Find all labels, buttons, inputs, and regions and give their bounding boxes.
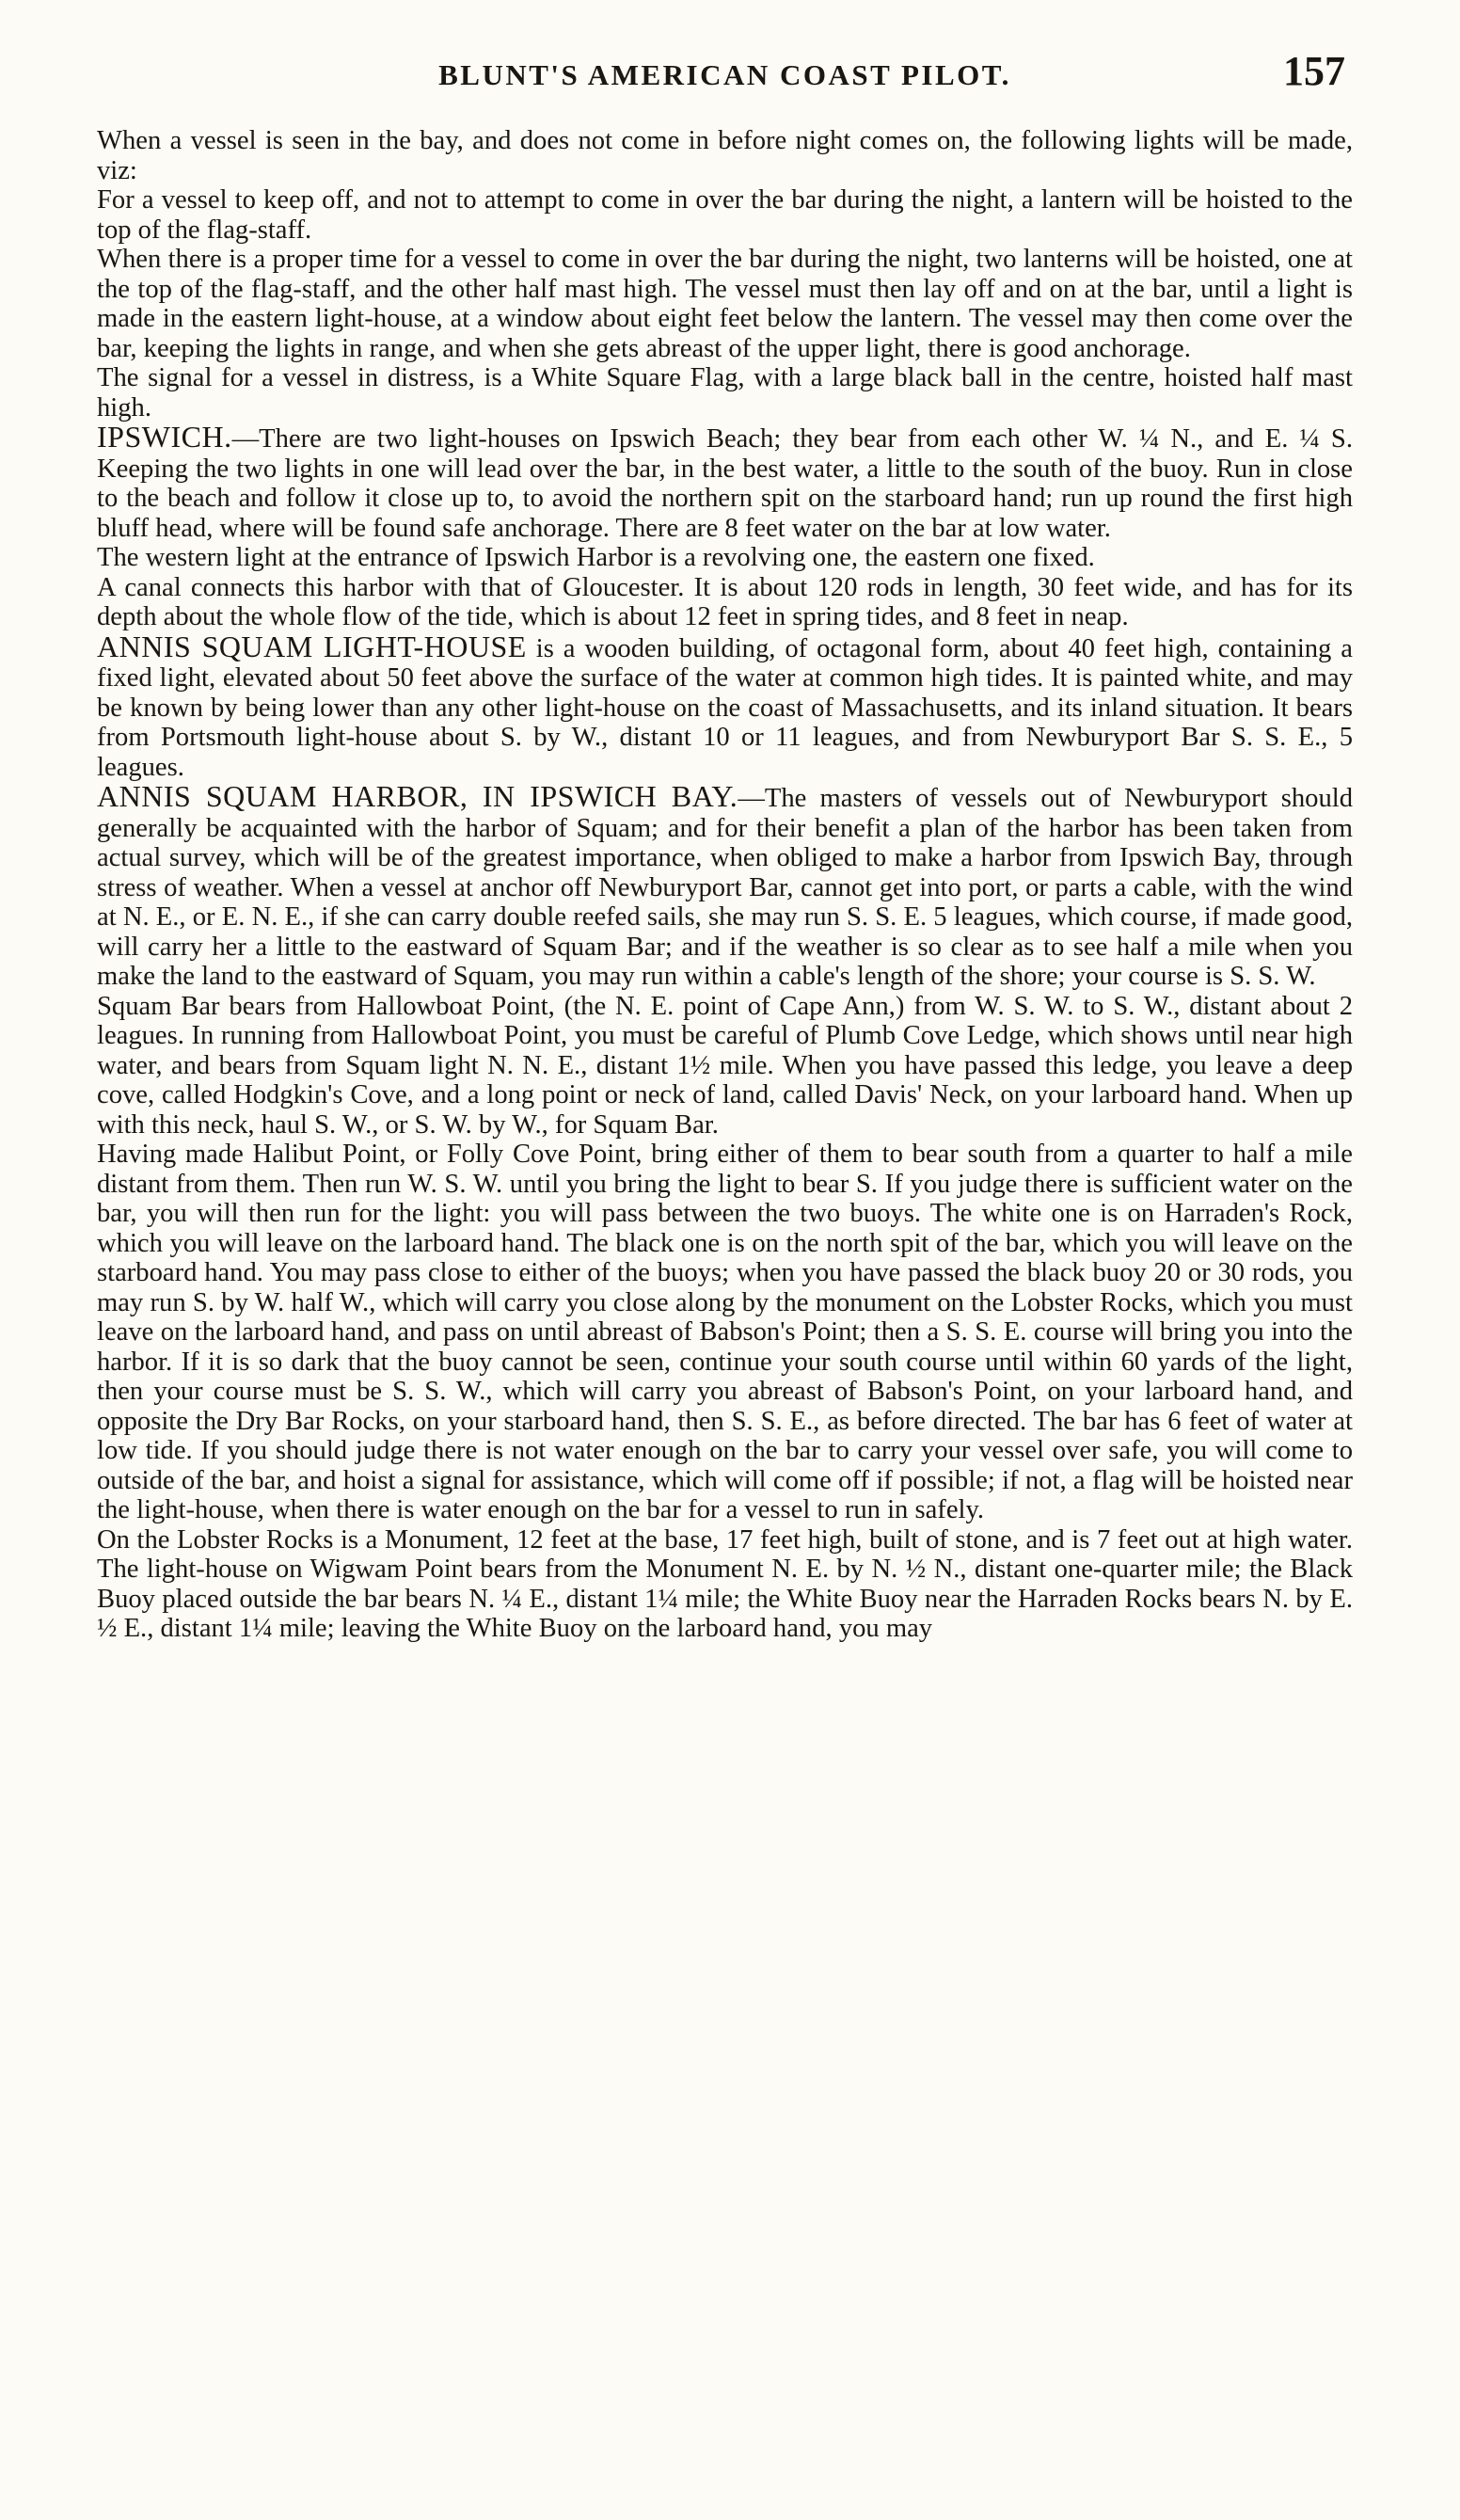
page-number: 157 — [1283, 48, 1345, 94]
paragraph — [97, 629, 1353, 783]
paragraph-text: is a wooden building, of octagonal form, about 40 feet high, containing a fixed light, elevated about 50 feet above the surface of the water at common high tides. It is painted white, and may be known by being lower than any other light-house on the coast of Massachusetts, and its inland situation. It bears from Portsmouth light-house about S. by W., distant 10 or 11 leagues, and from Newburyport Bar S. S. E., 5 leagues. — [97, 633, 1353, 782]
paragraph-text: —The masters of vessels out of Newburyport should generally be acquainted with the harbor of Squam; and for their benefit a plan of the harbor has been taken from actual survey, which will be of the greatest importance, when obliged to make a harbor from Ipswich Bay, through stress of weather. When a vessel at anchor off Newburyport Bar, cannot get into port, or parts a cable, with the wind at N. E., or E. N. E., if she can carry double reefed sails, she may run S. S. E. 5 leagues, which course, if made good, will carry her a little to the eastward of Squam Bar; and if the weather is so clear as to see half a mile when you make the land to the eastward of Squam, you may run within a cable's length of the shore; your course is S. S. W. — [97, 784, 1354, 991]
section-heading-annis-squam-light-house: ANNIS SQUAM LIGHT-HOUSE — [97, 629, 527, 663]
paragraph — [97, 245, 1353, 363]
paragraph — [97, 779, 1354, 992]
paragraph — [97, 420, 1353, 543]
paragraph-text: The signal for a vessel in distress, is a White Square Flag, with a large black ball in the centre, hoisted half mast high. — [97, 363, 1353, 423]
paragraph-text: When a vessel is seen in the bay, and does not come in before night comes on, the following lights will be made, viz: — [97, 126, 1353, 185]
paragraph — [97, 1525, 1353, 1644]
paragraph-text: For a vessel to keep off, and not to attempt to come in over the bar during the night, a lantern will be hoisted to the top of the flag-staff. — [97, 185, 1353, 245]
paragraph — [97, 573, 1353, 632]
section-heading-ipswich: IPSWICH. — [97, 420, 232, 454]
page — [97, 47, 1353, 1644]
running-head — [97, 47, 1353, 107]
paragraph-text: —There are two light-houses on Ipswich Beach; they bear from each other W. ¼ N., and E. ¼ S. Keeping the two lights in one will lead over the bar, in the best water, a little to the south of the buoy. Run in close to the beach and follow it close up to, to avoid the northern spit on the starboard hand; run up round the first high bluff head, where will be found safe anchorage. There are 8 feet water on the bar at low water. — [97, 424, 1353, 543]
paragraph-text: Squam Bar bears from Hallowboat Point, (the N. E. point of Cape Ann,) from W. S. W. to S. W., distant about 2 leagues. In running from Hallowboat Point, you must be careful of Plumb Cove Ledge, which shows until near high water, and bears from Squam light N. N. E., distant 1½ mile. When you have passed this ledge, you leave a deep cove, called Hodgkin's Cove, and a long point or neck of land, called Davis' Neck, on your larboard hand. When up with this neck, haul S. W., or S. W. by W., for Squam Bar. — [97, 991, 1353, 1140]
paragraph-text: The western light at the entrance of Ipswich Harbor is a revolving one, the eastern one fixed. — [97, 543, 1095, 572]
body-text — [97, 126, 1353, 1644]
paragraph — [97, 185, 1353, 245]
paragraph-text: On the Lobster Rocks is a Monument, 12 feet at the base, 17 feet high, built of stone, and is 7 feet out at high water. The light-house on Wigwam Point bears from the Monument N. E. by N. ½ N., distant one-quarter mile; the Black Buoy placed outside the bar bears N. ¼ E., distant 1¼ mile; the White Buoy near the Harraden Rocks bears N. by E. ½ E., distant 1¼ mile; leaving the White Buoy on the larboard hand, you may — [97, 1524, 1353, 1643]
paragraph — [97, 543, 1353, 573]
running-title: BLUNT'S AMERICAN COAST PILOT. — [438, 58, 1011, 91]
paragraph — [97, 1140, 1353, 1525]
paragraph — [97, 126, 1353, 185]
section-heading-annis-squam-harbor: ANNIS SQUAM HARBOR, IN IPSWICH BAY. — [97, 779, 738, 813]
paragraph-text: Having made Halibut Point, or Folly Cove Point, bring either of them to bear south from a quarter to half a mile distant from them. Then run W. S. W. until you bring the light to bear S. If you judge there is sufficient water on the bar, you will then run for the light: you will pass between the two buoys. The white one is on Harraden's Rock, which you will leave on the larboard hand. The black one is on the north spit of the bar, which you will leave on the starboard hand. You may pass close to either of the buoys; when you have passed the black buoy 20 or 30 rods, you may run S. by W. half W., which will carry you close along by the monument on the Lobster Rocks, which you must leave on the larboard hand, and pass on until abreast of Babson's Point; then a S. S. E. course will bring you into the harbor. If it is so dark that the buoy cannot be seen, continue your south course until within 60 yards of the light, then your course must be S. S. W., which will carry you abreast of Babson's Point, on your larboard hand, and opposite the Dry Bar Rocks, on your starboard hand, then S. S. E., as before directed. The bar has 6 feet of water at low tide. If you should judge there is not water enough on the bar to carry your vessel over safe, you will come to outside of the bar, and hoist a signal for assistance, which will come off if possible; if not, a flag will be hoisted near the light-house, when there is water enough on the bar for a vessel to run in safely. — [97, 1140, 1353, 1524]
paragraph-text: A canal connects this harbor with that of Gloucester. It is about 120 rods in length, 30 feet wide, and has for its depth about the whole flow of the tide, which is about 12 feet in spring tides, and 8 feet in neap. — [97, 572, 1353, 631]
paragraph — [97, 992, 1353, 1140]
paragraph-text: When there is a proper time for a vessel to come in over the bar during the night, two lanterns will be hoisted, one at the top of the flag-staff, and the other half mast high. The vessel must then lay off and on at the bar, until a light is made in the eastern light-house, at a window about eight feet below the lantern. The vessel may then come over the bar, keeping the lights in range, and when she gets abreast of the upper light, there is good anchorage. — [97, 245, 1353, 363]
paragraph — [97, 363, 1353, 423]
